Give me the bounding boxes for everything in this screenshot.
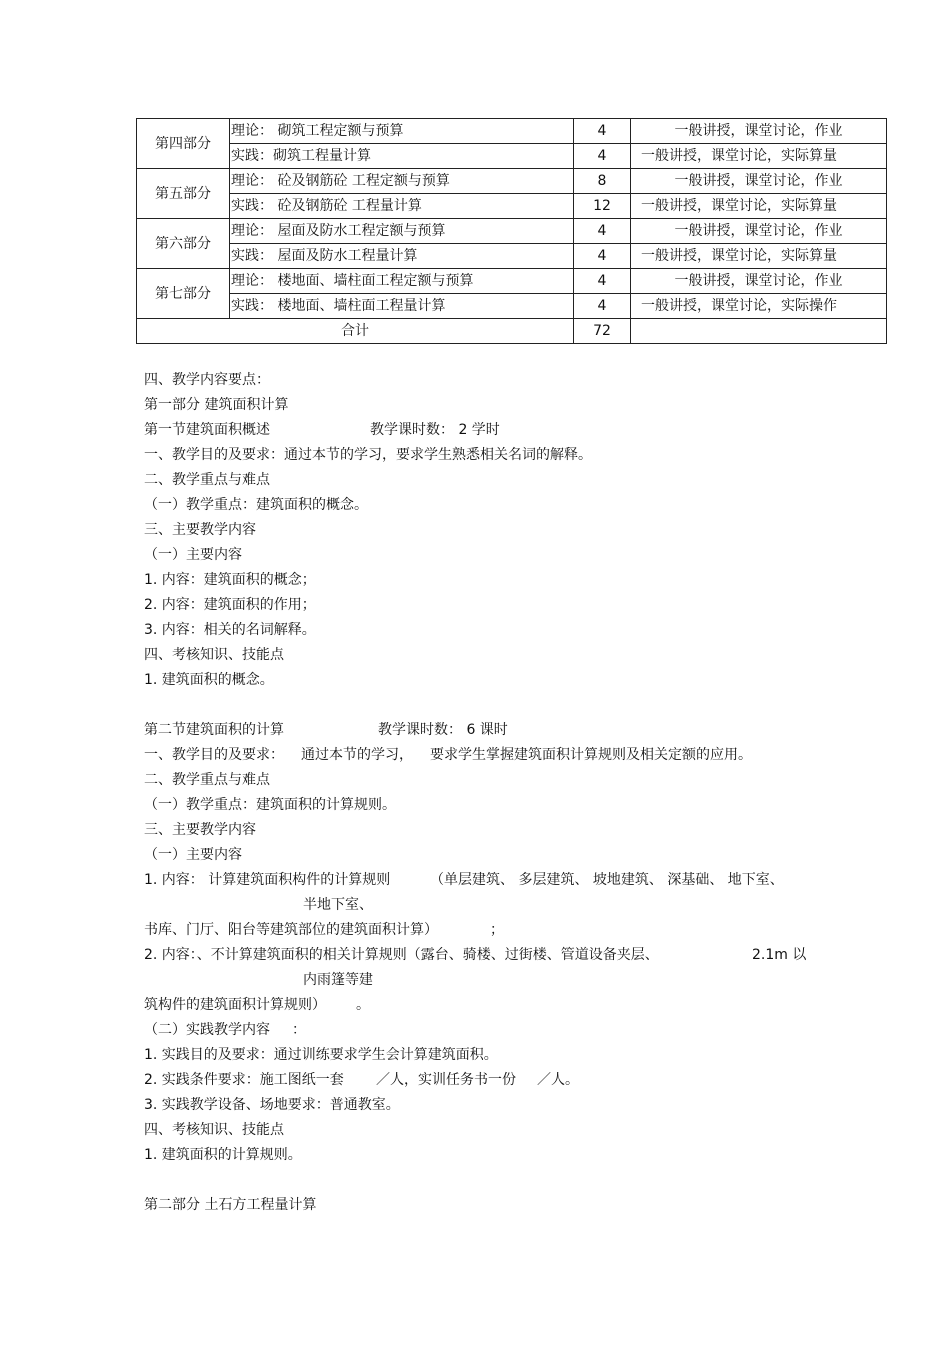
section-title-line	[144, 418, 844, 443]
section-title-line	[144, 718, 844, 743]
content-text: （二）实践教学内容	[144, 1022, 270, 1038]
content-line	[144, 868, 844, 893]
content-text: 一、教学目的及要求：	[144, 747, 284, 763]
method-cell: 一般讲授，课堂讨论，作业	[631, 219, 887, 244]
topic-cell: 实践： 屋面及防水工程量计算	[230, 244, 574, 269]
total-method-empty	[631, 319, 887, 344]
content-text: 要求学生掌握建筑面积计算规则及相关定额的应用。	[430, 747, 752, 763]
content-line	[144, 993, 844, 1018]
content-line: 三、主要教学内容	[144, 822, 256, 838]
content-line: 3. 内容：相关的名词解释。	[144, 622, 316, 638]
content-line: 三、主要教学内容	[144, 522, 256, 538]
content-line: 1. 建筑面积的计算规则。	[144, 1147, 302, 1163]
content-line	[144, 893, 844, 918]
part-title: 第二部分 土石方工程量计算	[144, 1197, 317, 1213]
content-text: （单层建筑、 多层建筑、 坡地建筑、 深基础、 地下室、	[430, 872, 784, 888]
table-row	[137, 294, 887, 319]
content-text: 2.1m 以	[752, 947, 807, 963]
part-cell: 第四部分	[137, 119, 230, 169]
part-title: 第一部分 建筑面积计算	[144, 397, 289, 413]
topic-cell: 理论： 楼地面、墙柱面工程定额与预算	[230, 269, 574, 294]
table-row	[137, 144, 887, 169]
content-line: 一、教学目的及要求：通过本节的学习，要求学生熟悉相关名词的解释。	[144, 447, 592, 463]
content-text: 书库、门厅、阳台等建筑部位的建筑面积计算）	[144, 922, 438, 938]
content-text: 通过本节的学习，	[301, 747, 413, 763]
method-cell: 一般讲授，课堂讨论，作业	[631, 269, 887, 294]
topic-cell: 理论： 砼及钢筋砼 工程定额与预算	[230, 169, 574, 194]
content-line	[144, 1018, 844, 1043]
hours-cell: 4	[574, 219, 631, 244]
teaching-plan-table	[136, 118, 887, 344]
topic-cell: 实践： 楼地面、墙柱面工程量计算	[230, 294, 574, 319]
method-cell: 一般讲授，课堂讨论，作业	[631, 119, 887, 144]
section-hours: 教学课时数： 2 学时	[370, 422, 500, 438]
content-line: 2. 内容：建筑面积的作用；	[144, 597, 316, 613]
total-label: 合计	[137, 319, 574, 344]
topic-cell: 实践： 砼及钢筋砼 工程量计算	[230, 194, 574, 219]
section-hours: 教学课时数： 6 课时	[378, 722, 508, 738]
table-total-row	[137, 319, 887, 344]
table-row	[137, 244, 887, 269]
topic-cell: 理论： 屋面及防水工程定额与预算	[230, 219, 574, 244]
table-row	[137, 269, 887, 294]
content-line	[144, 968, 844, 993]
method-cell: 一般讲授，课堂讨论，作业	[631, 169, 887, 194]
content-line: （一）教学重点：建筑面积的计算规则。	[144, 797, 396, 813]
table-row	[137, 169, 887, 194]
total-hours: 72	[574, 319, 631, 344]
section-heading: 四、教学内容要点：	[144, 372, 270, 388]
content-line: （一）主要内容	[144, 847, 242, 863]
content-text: 。	[356, 997, 370, 1013]
content-text: 半地下室、	[303, 897, 373, 913]
content-line: 3. 实践教学设备、场地要求：普通教室。	[144, 1097, 400, 1113]
part-cell: 第六部分	[137, 219, 230, 269]
hours-cell: 8	[574, 169, 631, 194]
hours-cell: 4	[574, 269, 631, 294]
content-text: 筑构件的建筑面积计算规则）	[144, 997, 326, 1013]
table-row	[137, 194, 887, 219]
teaching-content	[144, 368, 844, 1218]
content-line	[144, 1068, 844, 1093]
method-cell: 一般讲授，课堂讨论，实际算量	[631, 194, 887, 219]
section-title: 第二节建筑面积的计算	[144, 722, 284, 738]
content-text: ：	[292, 1022, 306, 1038]
content-line: 四、考核知识、技能点	[144, 1122, 284, 1138]
table-row	[137, 119, 887, 144]
content-line	[144, 918, 844, 943]
method-cell: 一般讲授，课堂讨论，实际算量	[631, 244, 887, 269]
content-line: 1. 实践目的及要求：通过训练要求学生会计算建筑面积。	[144, 1047, 498, 1063]
content-text: ／人。	[537, 1072, 579, 1088]
content-line: 二、教学重点与难点	[144, 472, 270, 488]
content-text: 内雨篷等建	[303, 972, 373, 988]
method-cell: 一般讲授，课堂讨论，实际算量	[631, 144, 887, 169]
content-text: 2. 实践条件要求：施工图纸一套	[144, 1072, 344, 1088]
content-text: 2. 内容：、不计算建筑面积的相关计算规则（露台、骑楼、过街楼、管道设备夹层、	[144, 947, 659, 963]
topic-cell: 实践：砌筑工程量计算	[230, 144, 574, 169]
part-cell: 第五部分	[137, 169, 230, 219]
content-line	[144, 743, 844, 768]
content-line: （一）主要内容	[144, 547, 242, 563]
content-line: 1. 建筑面积的概念。	[144, 672, 274, 688]
topic-cell: 理论： 砌筑工程定额与预算	[230, 119, 574, 144]
part-cell: 第七部分	[137, 269, 230, 319]
content-text: ／人，实训任务书一份	[376, 1072, 516, 1088]
hours-cell: 4	[574, 119, 631, 144]
content-line: 二、教学重点与难点	[144, 772, 270, 788]
table-row	[137, 219, 887, 244]
hours-cell: 4	[574, 144, 631, 169]
hours-cell: 4	[574, 294, 631, 319]
hours-cell: 4	[574, 244, 631, 269]
section-title: 第一节建筑面积概述	[144, 422, 270, 438]
method-cell: 一般讲授，课堂讨论，实际操作	[631, 294, 887, 319]
content-text: 1. 内容： 计算建筑面积构件的计算规则	[144, 872, 391, 888]
content-line: 四、考核知识、技能点	[144, 647, 284, 663]
hours-cell: 12	[574, 194, 631, 219]
content-text: ；	[490, 922, 504, 938]
content-line	[144, 943, 844, 968]
content-line: （一）教学重点：建筑面积的概念。	[144, 497, 368, 513]
content-line: 1. 内容：建筑面积的概念；	[144, 572, 316, 588]
